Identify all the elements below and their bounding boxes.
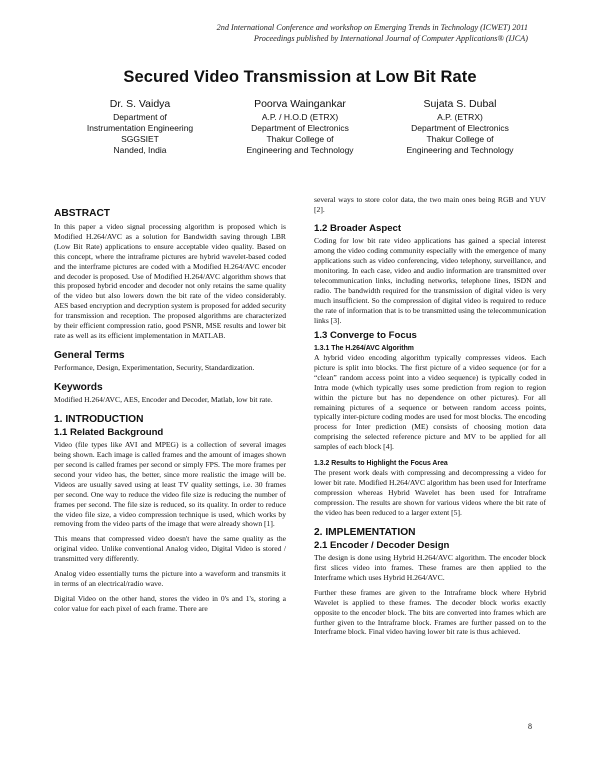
paper-title: Secured Video Transmission at Low Bit Rate bbox=[123, 68, 477, 86]
author-affiliation: Engineering and Technology bbox=[246, 145, 354, 155]
keywords-text: Modified H.264/AVC, AES, Encoder and Decoder, Matlab, low bit rate. bbox=[54, 394, 273, 404]
author-1 bbox=[60, 98, 220, 156]
general-terms-text: Performance, Design, Experimentation, Security, Standardization. bbox=[54, 362, 255, 372]
paragraph: Digital Video on the other hand, stores the video in 0's and 1's, storing a color value for each pixel of each frame. There are bbox=[54, 593, 286, 613]
right-column bbox=[314, 195, 546, 642]
author-affiliation: A.P. (ETRX) bbox=[437, 112, 483, 122]
abstract-text: In this paper a video signal processing algorithm is proposed which is Modified H.264/AVC as a solution for Bandwidth saving through LBR (Low Bit Rate) applications to ensure acceptable video quality. Based on this concept, where the intraframe pictures are hybrid wavelet-based coded and the interframe pictures are coded with a Modified H.264/AVC encoder and decoder is proposed. Use of Modified H.264/AVC algorithm shows that this proposed hybrid encoder and decoder not only retains the same quality of the video but also lowers down the bit rate of the video considerably. AES based encryption and decryption system is proposed for added security for transmission and reception. The proposed algorithms are characterized by their efficient compression ratio, good PSNR, MSE results and lower bit rate as well as its efficient implementation in MATLAB. bbox=[54, 222, 286, 340]
author-name: Dr. S. Vaidya bbox=[109, 98, 171, 110]
author-affiliation: SGGSIET bbox=[121, 134, 159, 144]
left-column bbox=[54, 202, 286, 619]
abstract-heading: ABSTRACT bbox=[54, 208, 111, 219]
paragraph: Coding for low bit rate video applications has gained a special interest among the video coding community especially with the emergence of many applications such as video conferencing, video telephony, surveillance, and monitoring. In each case, video and audio information are transmitted over telecommunication links, including networks, telephone lines, ISDN and radio. The bandwidth required for the transmission of digital video is very much insufficient. So the compression of digital video is required to reduce the rate of information that is to be transmitted using the telecommunication links [3]. bbox=[314, 236, 546, 325]
author-affiliation: Thakur College of bbox=[426, 134, 494, 144]
keywords-heading: Keywords bbox=[54, 381, 103, 393]
author-name: Poorva Waingankar bbox=[254, 98, 346, 110]
author-2 bbox=[220, 98, 380, 156]
converge-heading: 1.3 Converge to Focus bbox=[314, 330, 417, 342]
author-3 bbox=[380, 98, 540, 156]
introduction-heading: 1. INTRODUCTION bbox=[54, 413, 144, 425]
results-heading: 1.3.2 Results to Highlight the Focus Area bbox=[314, 460, 448, 468]
general-terms-heading: General Terms bbox=[54, 349, 125, 361]
encoder-decoder-heading: 2.1 Encoder / Decoder Design bbox=[314, 539, 450, 551]
paragraph: This means that compressed video doesn't have the same quality as the original video. Unlike conventional Analog video, Digital Video is stored / transmitted very differently. bbox=[54, 534, 286, 564]
author-affiliation: Nanded, India bbox=[113, 145, 167, 155]
page-number: 8 bbox=[528, 722, 532, 731]
author-affiliation: Department of Electronics bbox=[411, 123, 509, 133]
paragraph: Video (file types like AVI and MPEG) is a collection of several images being shown. Each image is called frames and the amount of images shown per second is called frames per second or simply FPS. The more frames per second your video has, the better, since more realistic the image will be. Videos are usually saved using at least TV quality settings, i.e. 30 frames per second. One way to reduce the video file size is reducing the number of frames per second. The file size is reduced, so its quality. In order to reduce the video file size, a video compression technique is used, which works by removing from the video parts of the image that were already shown [1]. bbox=[54, 440, 286, 529]
header-proceedings: Proceedings published by International Journal of Computer Applications® (IJCA) bbox=[253, 34, 528, 43]
author-affiliation: A.P. / H.O.D (ETRX) bbox=[261, 112, 339, 122]
paragraph: The present work deals with compressing and decompressing a video for lower bit rate. Modified H.264/AVC algorithm has been used for Interframe compression whereas Hybrid Wavelet has been used for Intraframe compression. The results are shown for various videos where the bit rate of the video has been reduced to a larger extent [5]. bbox=[314, 468, 546, 517]
paragraph: A hybrid video encoding algorithm typically compresses videos. Each picture is split into blocks. The first picture of a video sequence (or for a “clean” random access point into a video sequence) is typically coded in Intra mode (which typically uses some prediction from region to region within the picture but has no dependence on other pictures). For all remaining pictures of a sequence or between random access points, typically inter-picture coding modes are used for most blocks. The encoding process for Inter prediction (ME) consists of choosing motion data comprising the selected reference picture and MV to be applied for all samples of each block [4]. bbox=[314, 352, 546, 452]
author-name: Sujata S. Dubal bbox=[423, 98, 497, 110]
running-header bbox=[108, 22, 528, 44]
author-affiliation: Department of bbox=[113, 112, 167, 122]
author-affiliation: Department of Electronics bbox=[251, 123, 349, 133]
paragraph: Analog video essentially turns the picture into a waveform and transmits it in terms of an electrical/radio wave. bbox=[54, 569, 286, 588]
author-affiliation: Instrumentation Engineering bbox=[86, 123, 194, 133]
paragraph: The design is done using Hybrid H.264/AVC algorithm. The encoder block first slices video into frames. These frames are then applied to the Interframe which uses Hybrid H.264/AVC. bbox=[314, 553, 546, 582]
author-block bbox=[60, 98, 540, 156]
paragraph-continued: several ways to store color data, the two main ones being RGB and YUV [2]. bbox=[314, 195, 546, 214]
author-affiliation: Thakur College of bbox=[266, 134, 334, 144]
broader-aspect-heading: 1.2 Broader Aspect bbox=[314, 222, 402, 234]
paragraph: Further these frames are given to the Intraframe block where Hybrid Wavelet is applied to these frames. The decoder block works exactly opposite to the encoder block. The bits are converted into frames which are further given to the Intraframe block. Frames are further passed on to the Interframe block. Final video having lower bit rate is thus achieved. bbox=[314, 587, 546, 637]
h264-heading: 1.3.1 The H.264/AVC Algorithm bbox=[314, 344, 414, 352]
related-background-heading: 1.1 Related Background bbox=[54, 426, 164, 438]
implementation-heading: 2. IMPLEMENTATION bbox=[314, 526, 416, 538]
header-conference: 2nd International Conference and workshop on Emerging Trends in Technology (ICWET) 2011 bbox=[216, 23, 528, 32]
author-affiliation: Engineering and Technology bbox=[406, 145, 514, 155]
